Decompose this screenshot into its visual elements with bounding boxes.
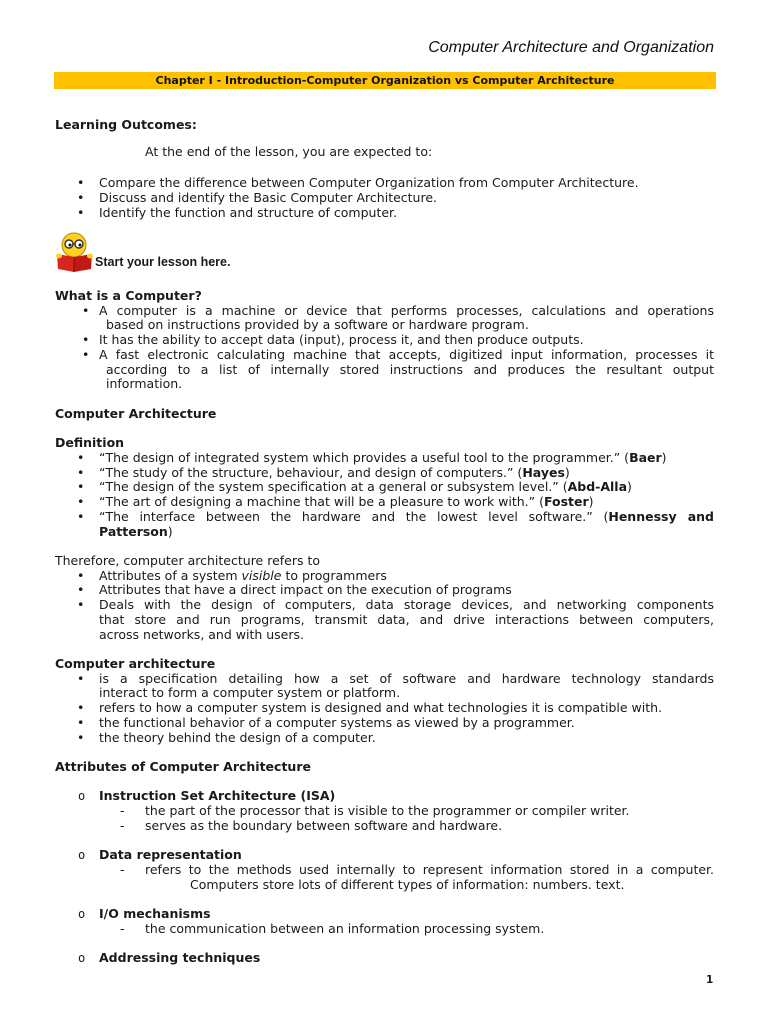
attribute-sub-item <box>55 863 714 892</box>
attribute-sub-item-line: - the communication between an information processing system. <box>145 920 545 936</box>
list-item-line: according to a list of internally stored instructions and produces the resultant output <box>106 361 714 377</box>
computer-architecture-heading: Computer Architecture <box>55 405 217 421</box>
attribute-title: o Data representation <box>99 847 242 863</box>
list-item-text: • Discuss and identify the Basic Computer Architecture. <box>99 190 438 205</box>
definition-item <box>55 495 714 510</box>
attribute-item <box>55 789 714 804</box>
attribute-title: o I/O mechanisms <box>99 906 211 922</box>
definition-author: Baer <box>629 449 662 465</box>
computer-architecture-subheading: Computer architecture <box>55 655 216 671</box>
attribute-sub-item-line: Computers store lots of different types of information: numbers. text. <box>190 876 625 892</box>
definition-close: ) <box>167 523 173 539</box>
list-item-line: • is a specification detailing how a set of software and hardware technology standards <box>99 670 714 686</box>
attribute-title: o Addressing techniques <box>99 950 261 966</box>
definition-item <box>55 480 714 495</box>
list-item-line: • It has the ability to accept data (input), process it, and then produce outputs. <box>99 332 584 348</box>
definition-item <box>55 451 714 466</box>
what-is-a-computer-heading: What is a Computer? <box>55 288 202 303</box>
list-item <box>55 333 714 348</box>
attributes-heading: Attributes of Computer Architecture <box>55 759 311 774</box>
attribute-sub-item-line: - the part of the processor that is visible to the programmer or compiler writer. <box>145 803 630 819</box>
list-item <box>55 348 714 392</box>
definition-quote: “The study of the structure, behaviour, and design of computers.” ( <box>99 464 523 480</box>
list-item-line <box>99 569 714 584</box>
attribute-title: o Instruction Set Architecture (ISA) <box>99 788 336 804</box>
definition-close: ) <box>627 479 632 495</box>
attribute-item <box>55 951 714 966</box>
definition-author: Hennessy and <box>608 508 714 524</box>
list-item-text: • Compare the difference between Computer Organization from Computer Architecture. <box>99 175 639 190</box>
definition-item <box>55 510 714 539</box>
list-item-line: • A computer is a machine or device that performs processes, calculations and operations <box>99 302 714 318</box>
definition-quote: “The art of designing a machine that will be a pleasure to work with.” ( <box>99 494 544 510</box>
list-item-line: • the functional behavior of a computer systems as viewed by a programmer. <box>99 714 575 730</box>
list-item <box>55 598 714 642</box>
attribute-item <box>55 848 714 863</box>
list-item-line: • A fast electronic calculating machine that accepts, digitized input information, processes it <box>99 346 714 362</box>
definition-quote: “The design of integrated system which provides a useful tool to the programmer.” ( <box>99 449 630 465</box>
list-item <box>55 304 714 333</box>
list-item-text: Attributes of a system <box>99 567 242 583</box>
attribute-sub-item <box>55 804 714 819</box>
definition-close: ) <box>564 464 570 480</box>
list-item <box>55 701 714 716</box>
definition-quote: “The design of the system specification at a general or subsystem level.” ( <box>99 479 568 495</box>
list-item <box>55 190 714 205</box>
list-item <box>55 569 714 584</box>
definition-line <box>99 466 714 481</box>
learning-outcomes-heading: Learning Outcomes: <box>55 117 197 132</box>
page-number: 1 <box>706 974 714 986</box>
list-item-text: to programmers <box>281 567 387 583</box>
list-item-line: across networks, and with users. <box>99 626 304 642</box>
refers-to-intro: Therefore, computer architecture refers to <box>55 552 321 568</box>
attribute-sub-item-line: - refers to the methods used internally to represent information stored in a computer. <box>145 862 714 878</box>
list-item <box>55 672 714 701</box>
start-lesson-label: Start your lesson here. <box>95 255 231 269</box>
emphasis-text: visible <box>241 567 282 583</box>
list-item-line: • the theory behind the design of a computer. <box>99 729 376 745</box>
list-item-line: • Attributes that have a direct impact on the execution of programs <box>99 582 512 598</box>
definition-line <box>99 525 714 540</box>
course-title-header: Computer Architecture and Organization <box>428 39 714 56</box>
lesson-body <box>55 289 714 966</box>
chapter-banner <box>54 72 716 89</box>
list-item <box>55 583 714 598</box>
learning-outcomes-list <box>55 175 714 220</box>
list-item-line: that store and run programs, transmit data, and drive interactions between computers, <box>99 611 714 627</box>
definition-close: ) <box>661 449 667 465</box>
list-item <box>55 716 714 731</box>
learning-outcomes-intro: At the end of the lesson, you are expected to: <box>145 144 433 159</box>
definition-author: Hayes <box>522 464 565 480</box>
definition-line <box>99 495 714 510</box>
list-item-line: interact to form a computer system or platform. <box>99 685 401 701</box>
list-item-line: • refers to how a computer system is designed and what technologies it is compatible with. <box>99 700 663 716</box>
list-item <box>55 731 714 746</box>
chapter-title: Chapter I - Introduction-Computer Organization vs Computer Architecture <box>155 74 615 87</box>
attribute-sub-item <box>55 922 714 937</box>
smiley-reading-book-icon <box>55 231 95 273</box>
definition-close: ) <box>588 494 594 510</box>
attribute-item <box>55 907 714 922</box>
definition-author: Patterson <box>99 523 168 539</box>
definition-author: Abd-Alla <box>567 479 628 495</box>
definition-quote: “The interface between the hardware and the lowest level software.” ( <box>99 508 609 524</box>
definition-heading: Definition <box>55 435 125 451</box>
definition-line <box>99 480 714 495</box>
attribute-sub-item <box>55 819 714 834</box>
list-item <box>55 175 714 190</box>
list-item <box>55 205 714 220</box>
list-item-line: • Deals with the design of computers, data storage devices, and networking components <box>99 597 714 613</box>
definition-author: Foster <box>543 494 589 510</box>
definition-line <box>99 510 714 525</box>
list-item-line: based on instructions provided by a software or hardware program. <box>106 317 529 333</box>
attribute-sub-item-line: - serves as the boundary between software and hardware. <box>145 817 503 833</box>
definition-line <box>99 451 714 466</box>
definition-item <box>55 466 714 481</box>
list-item-line: information. <box>106 376 183 392</box>
list-item-text: • Identify the function and structure of computer. <box>99 205 398 220</box>
